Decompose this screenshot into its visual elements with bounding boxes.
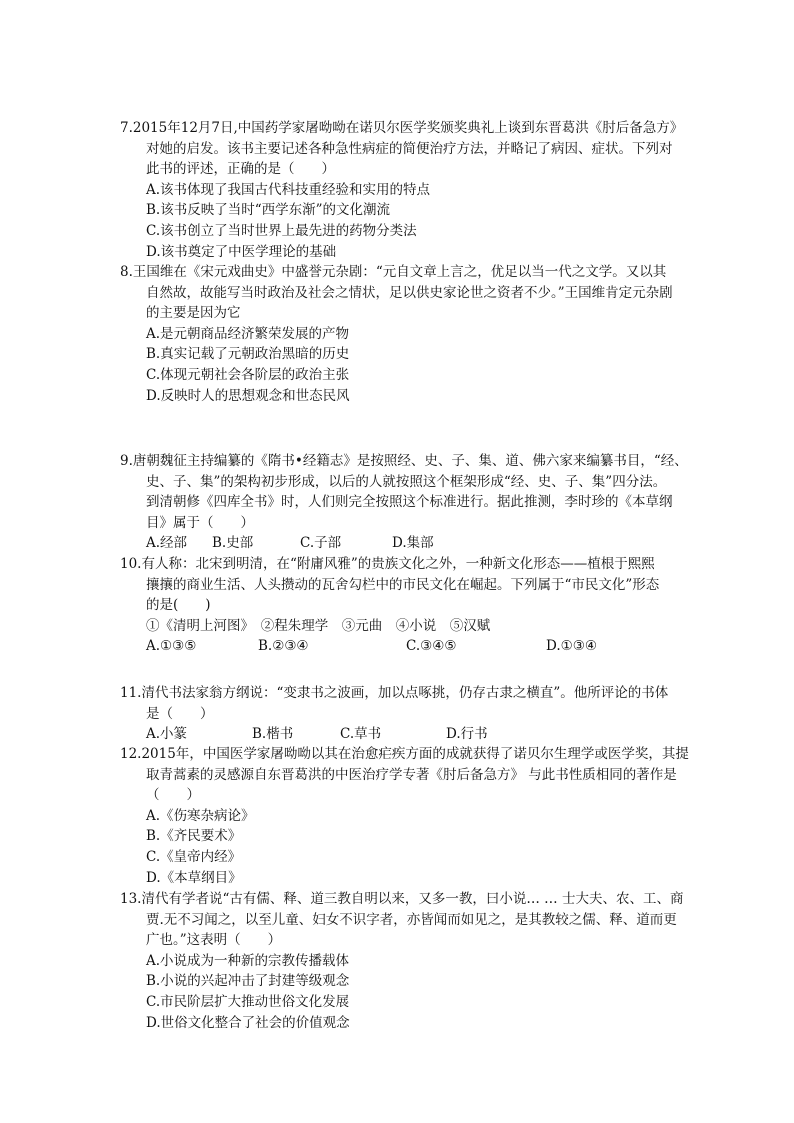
question-stem-line: 到清朝修《四库全书》时，人们则完全按照这个标准进行。据此推测，李时珍的《本草纲 bbox=[146, 494, 673, 511]
option-d: D.《本草纲目》 bbox=[146, 869, 242, 886]
option-a: A.①③⑤ bbox=[146, 638, 197, 655]
question-stem-line: 对她的启发。该书主要记述各种急性病症的简便治疗方法，并略记了病因、症状。下列对 bbox=[146, 140, 673, 157]
option-d: D.行书 bbox=[446, 726, 488, 743]
option-b: B.真实记载了元朝政治黑暗的历史 bbox=[146, 346, 350, 363]
option-c: C.市民阶层扩大推动世俗文化发展 bbox=[146, 993, 350, 1010]
question-stem-line: 8.王国维在《宋元戏曲史》中盛誉元杂剧：“元自文章上言之，优足以当一代之文学。又以其 bbox=[120, 264, 667, 280]
option-b: B.②③④ bbox=[258, 638, 309, 655]
question-stem-line: 广也。”这表明（ ） bbox=[146, 932, 282, 949]
option-d: D.反映时人的思想观念和世态民风 bbox=[146, 387, 350, 404]
option-d: D.该书奠定了中医学理论的基础 bbox=[146, 243, 337, 260]
question-stem-line: 11.清代书法家翁方纲说：“变隶书之波画，加以点啄挑，仍存古隶之横直”。他所评论的书体 bbox=[120, 685, 669, 701]
option-a: A.《伤寒杂病论》 bbox=[146, 807, 255, 824]
option-a: A.经部 bbox=[146, 535, 188, 552]
option-b: B.史部 bbox=[212, 535, 254, 552]
question-12 bbox=[120, 744, 700, 888]
option-b: B.《齐民要术》 bbox=[146, 828, 242, 845]
question-stem-line: 攘攘的商业生活、人头攒动的瓦舍勾栏中的市民文化在崛起。下列属于“市民文化”形态 bbox=[146, 576, 660, 593]
question-stem-line: （ ） bbox=[146, 787, 200, 804]
question-stem-line: 此书的评述，正确的是（ ） bbox=[146, 161, 335, 178]
question-9 bbox=[120, 451, 700, 554]
option-row bbox=[120, 636, 700, 657]
question-stem-line: 取青蒿素的灵感源自东晋葛洪的中医治疗学专著《肘后备急方》 与此书性质相同的著作是 bbox=[146, 766, 677, 783]
question-stem-line: 目》属于（ ） bbox=[146, 514, 254, 531]
question-13 bbox=[120, 889, 700, 1033]
question-8 bbox=[120, 262, 700, 406]
question-stem-line: 13.清代有学者说“古有儒、释、道三教自明以来，又多一教，曰小说… … 士大夫、农、工、商 bbox=[120, 891, 684, 907]
question-stem-line: 7.2015年12月7日,中国药学家屠呦呦在诺贝尔医学奖颁奖典礼上谈到东晋葛洪《肘后备急方》 bbox=[120, 120, 684, 136]
option-a: A.是元朝商品经济繁荣发展的产物 bbox=[146, 325, 350, 342]
question-10 bbox=[120, 554, 700, 657]
option-a: A.该书体现了我国古代科技重经验和实用的特点 bbox=[146, 181, 431, 198]
option-row bbox=[120, 533, 700, 554]
question-stem-line: 贾.无不习闻之，以至儿童、妇女不识字者，亦皆闻而如见之，是其教较之儒、释、道而更 bbox=[146, 911, 677, 928]
question-stem-line: 是（ ） bbox=[146, 705, 214, 722]
question-stem-line: 12.2015年，中国医学家屠呦呦以其在治愈疟疾方面的成就获得了诺贝尔生理学或医学奖，其提 bbox=[120, 746, 689, 762]
option-d: D.世俗文化整合了社会的价值观念 bbox=[146, 1014, 350, 1031]
question-stem-line: ①《清明上河图》 ②程朱理学 ③元曲 ④小说 ⑤汉赋 bbox=[146, 617, 491, 634]
option-c: C.③④⑤ bbox=[406, 638, 457, 655]
option-a: A.小篆 bbox=[146, 726, 188, 743]
option-d: D.集部 bbox=[392, 535, 434, 552]
question-7 bbox=[120, 118, 700, 262]
option-b: B.该书反映了当时“西学东渐”的文化潮流 bbox=[146, 202, 391, 219]
question-stem-line: 的主要是因为它 bbox=[146, 305, 241, 322]
question-stem-line: 10.有人称：北宋到明清，在“附庸风雅”的贵族文化之外，一种新文化形态——植根于熙熙 bbox=[120, 556, 655, 572]
question-stem-line: 史、子、集”的架构初步形成，以后的人就按照这个框架形成“经、史、子、集”四分法。 bbox=[146, 473, 667, 490]
option-a: A.小说成为一种新的宗教传播载体 bbox=[146, 952, 350, 969]
option-row bbox=[120, 724, 700, 745]
question-stem-line: 的是( ) bbox=[146, 597, 211, 614]
option-c: C.体现元朝社会各阶层的政治主张 bbox=[146, 366, 350, 383]
option-c: C.子部 bbox=[300, 535, 342, 552]
option-d: D.①③④ bbox=[546, 638, 597, 655]
question-stem-line: 9.唐朝魏征主持编纂的《隋书•经籍志》是按照经、史、子、集、道、佛六家来编纂书目，“经、 bbox=[120, 453, 688, 469]
option-c: C.该书创立了当时世界上最先进的药物分类法 bbox=[146, 222, 417, 239]
question-11 bbox=[120, 683, 700, 745]
option-b: B.小说的兴起冲击了封建等级观念 bbox=[146, 973, 350, 990]
option-b: B.楷书 bbox=[252, 726, 294, 743]
option-c: C.草书 bbox=[340, 726, 382, 743]
option-c: C.《皇帝内经》 bbox=[146, 848, 242, 865]
question-stem-line: 自然故，故能写当时政治及社会之情状，足以供史家论世之资者不少。”王国维肯定元杂剧 bbox=[146, 284, 673, 301]
